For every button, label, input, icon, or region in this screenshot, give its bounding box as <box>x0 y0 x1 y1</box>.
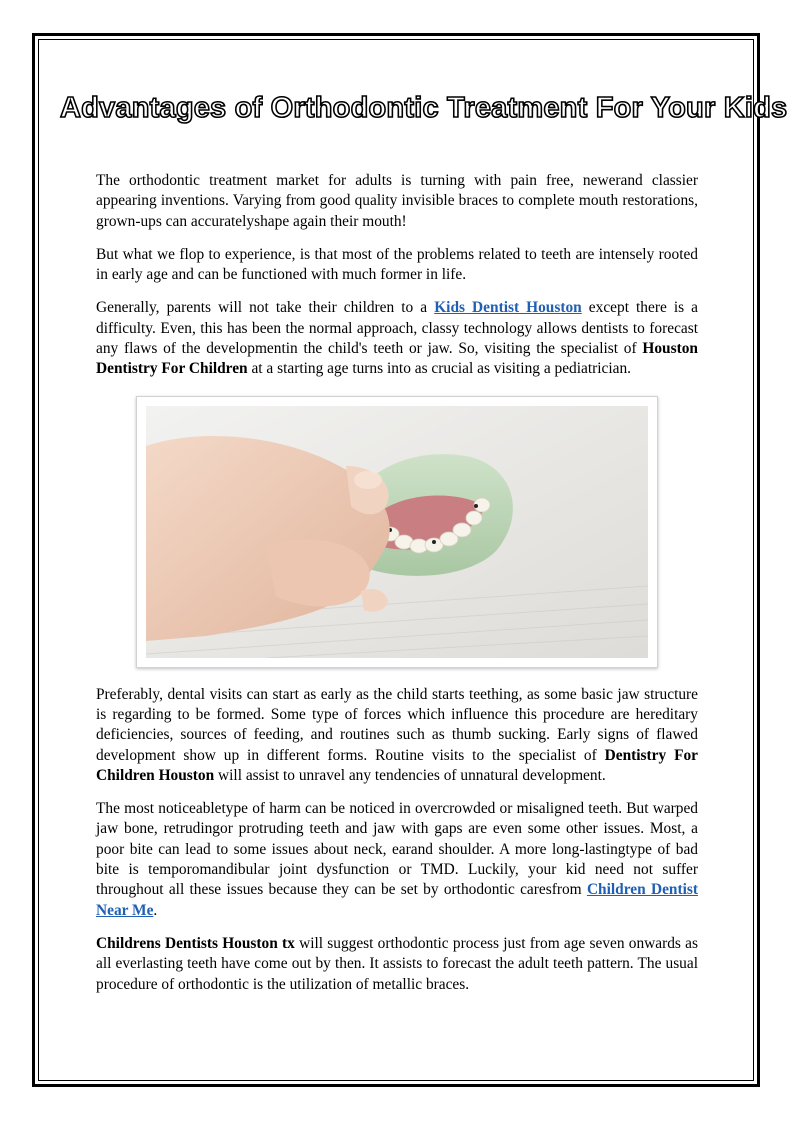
hand-holding-dentures-image <box>146 406 648 658</box>
kids-dentist-houston-link[interactable]: Kids Dentist Houston <box>434 299 582 317</box>
paragraph-5 <box>96 799 698 921</box>
paragraph-3 <box>96 298 698 379</box>
bold-phrase: Houston Dentistry For Children <box>96 340 698 378</box>
page-title: Advantages of Orthodontic Treatment For Your Kids <box>60 92 788 124</box>
text-span: Generally, parents will not take their children to a <box>96 299 435 317</box>
paragraph-4 <box>96 685 698 786</box>
text-span: Preferably, dental visits can start as early as the child starts teething, as some basic jaw structure is regarding to be formed. Some type of forces which influence this procedure are hereditary deficiencies, sources of feeding, and routines such as thumb sucking. Early signs of flawed development show up in different forms. Routine visits to the specialist of <box>96 685 698 764</box>
text-span: at a starting age turns into as crucial as visiting a pediatrician. <box>247 360 631 378</box>
dental-model-photo <box>136 396 658 668</box>
text-span: will assist to unravel any tendencies of unnatural development. <box>214 766 606 784</box>
text-span: The most noticeabletype of harm can be noticed in overcrowded or misaligned teeth. But warped jaw bone, retrudingor protruding teeth and jaw with gaps are even some other issues. Most, a poor bite can lead to some issues about neck, earand shoulder. A more long-lastingtype of bad bite is temporomandibular joint dysfunction or TMD. Luckily, your kid need not suffer throughout all these issues because they can be set by orthodontic caresfrom <box>96 800 698 899</box>
paragraph-6 <box>96 934 698 995</box>
bold-phrase: Childrens Dentists Houston tx <box>96 934 295 952</box>
paragraph-1: The orthodontic treatment market for adults is turning with pain free, newerand classier appearing inventions. Varying from good quality invisible braces to complete mouth restorations, grown-ups can accuratelyshape again their mouth! <box>96 172 698 230</box>
article-body <box>96 171 698 1008</box>
bold-phrase: Dentistry For Children Houston <box>96 746 698 784</box>
children-dentist-near-me-link[interactable]: Children Dentist Near Me <box>96 881 698 919</box>
paragraph-2: But what we flop to experience, is that most of the problems related to teeth are intensely rooted in early age and can be functioned with much former in life. <box>96 245 698 284</box>
text-span: will suggest orthodontic process just from age seven onwards as all everlasting teeth have come out by then. It assists to forecast the adult teeth pattern. The usual procedure of orthodontic is the utilization of metallic braces. <box>96 934 698 993</box>
text-span: except there is a difficulty. Even, this has been the normal approach, classy technology allows dentists to forecast any flaws of the developmentin the child's teeth or jaw. So, visiting the specialist of <box>96 299 699 358</box>
text-span: . <box>153 901 158 919</box>
